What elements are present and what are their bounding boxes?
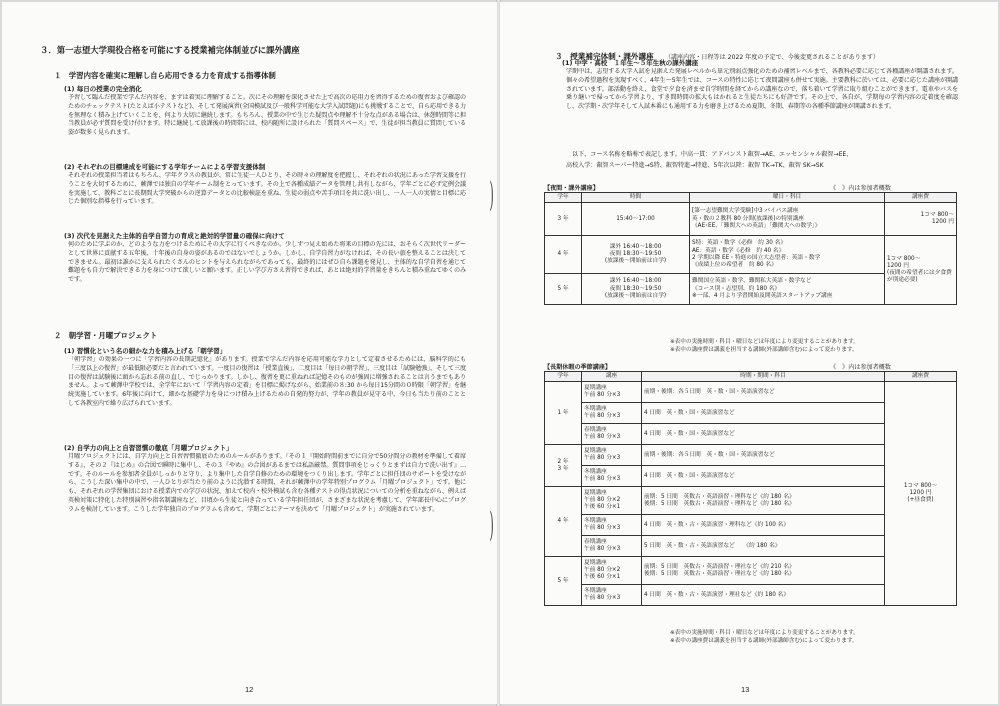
table2-note-1: ※表中の実施時間・科目・曜日などは年度により変更することがあります。 bbox=[670, 630, 859, 636]
section1-heading: １ 学習内容を確実に理解し自ら応用できる力を育成する指導体制 bbox=[54, 71, 276, 80]
time-cell: 課外 16:40〜18:00 夜間 18:30〜19:50 (放課後〜開始前は自学) bbox=[582, 236, 690, 274]
table2-caption-note: 《 》内は参加者概数 bbox=[830, 364, 891, 371]
seasonal-courses-table bbox=[544, 371, 957, 606]
fee-cell: 1コマ 800〜 1200 円 (+昼食費) bbox=[885, 382, 957, 606]
course-cell: 夏期講座 午前 80 分×2 午後 60 分×1 bbox=[582, 487, 642, 515]
detail-cell: 前期・後期：各５日間 英・数・国・英語演習など bbox=[642, 382, 885, 403]
sec2-item1-text: 「朝学習」の効果の一つに「学習内容の長期記憶化」があります。授業で学んだ内容を応用可能な学力として定着させるためには、脳科学的にも「三度以上の復習」が最低限必要だと言われています。一度目の復習は「授業直後」、二度目は「毎日の朝学習」、三度目は「試験勉強」、そして三度目の復習は試験後に頭から忘れる前の直し、でじっかります。しかし、復習を更に重ねれば記憶そのものが強固に増強されることは言うまでもありません。よって蕨澤中学校では、全学年において「学習内容の定着」を目標に掲げながら、始業前の８:30 から毎日15分間の０時限「朝学習」を継続実施しています。6年後に向けて、細かな基礎学力を身につけ積み上げるための自発的努力が、学年の教員が見守る中、今日も当たり前のこととして各教室内で繰り広げられています。 bbox=[68, 356, 466, 407]
subjects-cell: 難関国立英語・数学、難関私大英語・数学など 《コース別・志望別、約 180 名》 ※一部、4 月より学習開始及開英語スタートアップ講座 bbox=[690, 274, 885, 305]
course-cell: 夏期講座 午前 80 分×3 bbox=[582, 382, 642, 403]
grade-cell: 4 年 bbox=[545, 487, 582, 557]
col-header-fee: 講座費 bbox=[885, 193, 957, 203]
sec1-item1-heading: (1) 毎日の授業の完全消化 bbox=[64, 85, 142, 93]
sec1-item1-text: 予習して臨んだ授業で学んだ内容を、まずは着実に理解すること。次にその理解を深化させた上で高次の応用力を習得するための復習および確認のためのチェックテスト(たとえば小テストなど)、そして発展演習(全国模試及び一般科学可能な大学入試問題)にも挑戦することで、自ら応用できる力を無理なく積み上げていくことを、何より大切に継続します。もちろん、授業の中で生じた疑問点や理解不十分な点がある場合は、休憩時間等に担当教員が必ず質問を受け付けます。特に継続して放課後の時間帯には、校内随所に設けられた「質問スペース」で、生徒が担当教員に質問している姿が数多く見られます。 bbox=[68, 94, 466, 136]
table-row bbox=[545, 382, 957, 403]
detail-cell: 4 日間 英・数・国・英語演習など bbox=[642, 403, 885, 424]
grade-cell: 2 年 3 年 bbox=[545, 445, 582, 487]
detail-cell: 前期・後期：各５日間 英・数・国・英語演習など bbox=[642, 445, 885, 466]
detail-cell: 4 日間 英・数・古・英語演習・理社など《約 180 名》 bbox=[642, 585, 885, 606]
course-cell: 冬期講座 午前 80 分×3 bbox=[582, 585, 642, 606]
left-page-title: ３．第一志望大学現役合格を可能にする授業補完体制並びに課外講座 bbox=[40, 45, 300, 55]
detail-cell: 前期：5 日間 英数古・英語演習・理科など《約 180 名》 後期：5 日間 英数古・英語演習・理科など《約 180 名》 bbox=[642, 487, 885, 515]
sec1-item3-text: 何のために学ぶのか、どのような力をつけるためにその大学に行くべきなのか。少しずつ見え始めた将来の目標の先には、おそらく次世代リーダーとして世界に貢献する五年後、十年後の自身の姿があるのではないでしょうか。しかし、自学自習力がなければ、その長い旅を整えることは決してできません。最初は誰かに支えられたくさんのヒントを与えられながらであっても、最終的にはぜひ自ら課題を発見し、主体的な自学自習を通じて難題をも自力で解決できる力を身につけて欲しいと願います。正しい学び方さえ習得できれば、あとは絶対的学習量をきちんと積み重ねてゆくのみです。 bbox=[68, 241, 466, 283]
detail-cell: 5 日間 英・数・古・英語演習など 《約 180 名》 bbox=[642, 536, 885, 557]
detail-cell: 4 日間 英・数・古・英語演習・理科など《約 100 名》 bbox=[642, 515, 885, 536]
sec2-item2-text: 月曜プロジェクトには、自学力向上と自習習慣徹底のためのルールがあります。『その１『開始時間前までに自分で50分間分の教材を準備して着席する』、その２『はじめ』の合図で瞬時に集中し、その３『やめ』の合図があるまでは私語厳禁。質問事項をじっくりとまずは自力で洗い出す』…です。そのルールを参加者全員がしっかりと守り、より集中した自学自修のための環境をつくり出します。学年ごとに担任団のサポートを受けながら、こうした深い集中の中で、一人ひとりが当たり前のように沈潜する時間、それが蕨澤中の学年特別プログラム「月曜プロジェクト」です。他にも、それぞれの学習集団における授業内での学びの状況、加えて校内・校外模試も含む各種テストの得点状況についての分析を重ねながら、例えば英検対策に特化した特別演習や指名制講座など、目頃から生徒と向き合っている学年担任団が、さまざまな状況を考慮して、学年部長中心にプログラムを検討しています。こうした学年独自のプログラムも含めて、学期ごとにテーマを決めて「月曜プロジェクト」が実施されています。 bbox=[68, 453, 466, 513]
col-header-period: 時期・期間・科目 bbox=[642, 372, 885, 382]
table2-caption: 【長期休暇の季節講座】 bbox=[544, 364, 612, 371]
right-section-note: （講座内容・日程等は 2022 年度の予定で、今後変更されることがあります） bbox=[664, 54, 880, 61]
detail-cell: 前期：5 日間 英数古・英語演習・理社など《約 210 名》 後期：5 日間 英数古・英語演習・理社など《約 180 名》 bbox=[642, 557, 885, 585]
course-abbrev-line-1: 以下、コース名称を略称で表記します。中高一貫：アドバンスト叡智→AE、エッセンシャル叡智→EE、 bbox=[572, 151, 853, 158]
evening-courses-table bbox=[544, 192, 957, 305]
right-section-heading: ３ 授業補完体制・課外講座 bbox=[555, 52, 654, 61]
time-cell: 課外 16:40〜18:00 夜間 18:30〜19:50 (放課後〜開始前は自学) bbox=[582, 274, 690, 305]
course-cell: 冬期講座 午前 80 分×3 bbox=[582, 466, 642, 487]
left-page bbox=[2, 2, 497, 704]
course-cell: 冬期講座 午前 80 分×3 bbox=[582, 403, 642, 424]
time-cell: 15:40〜17:00 bbox=[582, 203, 690, 236]
course-cell: 冬期講座 午前 80 分×3 bbox=[582, 515, 642, 536]
table1-note-1: ※表中の実施時間・科目・曜日などは年度により変更することがあります。 bbox=[670, 339, 859, 345]
right-item1-text: 学期中は、志望する大学入試を見据えた発展レベルから単元別弱点強化のための補習レベルまで、各教科必要に応じて各種講座が開講されます。個々の希望過程を実現すべく、4年生〜5年生では、コースの特性に応じて夜間講座も併せて実施。主要教科に於いては、必要に応じた講座が開講されています。部活動を終え、食堂で夕食を済ませ自学時間を経てからの講座なので、落ち着いて学習に取り組むことができます。電車やバスを乗り継いで帰ってから学習より、すき間時間の拡大もはかれると生徒たちにも好評です。その上で、各自が、学期毎の学習内容の定着度を確認し、次学期・次学年そして入試本番にも通用する力を磨き上げるため夏期、冬期、春期等の各種季節講座が開講されます。 bbox=[566, 68, 958, 110]
fee-cell: 1コマ 800〜 1200 円 (夜間の希望者には夕食費が別途必要) bbox=[885, 236, 957, 305]
grade-cell: 5 年 bbox=[545, 274, 582, 305]
table1-caption-note: 《 》内は参加者概数 bbox=[830, 185, 891, 192]
fee-cell: 1コマ 800〜 1200 円 bbox=[885, 203, 957, 236]
col-header-time: 時間 bbox=[582, 193, 690, 203]
detail-cell: 4 日間 英・数・国・英語演習など bbox=[642, 466, 885, 487]
col-header-fee: 講座費 bbox=[885, 372, 957, 382]
course-cell: 夏期講座 午前 80 分×2 午後 60 分×1 bbox=[582, 557, 642, 585]
subjects-cell: [第一志望難関大学受験]中3 バイパス講座 英・数の２教科 80 分間(放課後)の特別講座 《AE･EE、「難関大への英語」「難関大への数学」》 bbox=[690, 203, 885, 236]
grade-cell: 1 年 bbox=[545, 382, 582, 445]
course-abbrev-line-2: 高校入学：叡智スーパー特進→S特、叡智特進→特進、5年次以降：叡智 TK→TK、叡智 SK→SK bbox=[566, 162, 824, 169]
page-number-left: 12 bbox=[245, 685, 254, 694]
binder-clip-mark: ) bbox=[489, 175, 494, 215]
right-item1-heading: (1) 中学・高校 １年生〜５年生秋の課外講座 bbox=[562, 59, 699, 67]
col-header-grade: 学年 bbox=[545, 372, 582, 382]
binder-clip-mark: ) bbox=[489, 505, 494, 545]
col-header-subjects: 曜日・科目 bbox=[690, 193, 885, 203]
col-header-course: 講座 bbox=[582, 372, 642, 382]
table1-note-2: ※表中の講座費は講義を担当する講師(外部講師含む)によって変わります。 bbox=[670, 347, 858, 353]
grade-cell: 4 年 bbox=[545, 236, 582, 274]
grade-cell: 3 年 bbox=[545, 203, 582, 236]
sec2-item2-heading: (2) 自学力の向上と自習習慣の徹底「月曜プロジェクト」 bbox=[64, 444, 233, 452]
sec1-item3-heading: (3) 次代を見据えた主体的自学自習力の育成と絶対的学習量の確保に向けて bbox=[64, 232, 285, 240]
grade-cell: 5 年 bbox=[545, 557, 582, 606]
table2-note-2: ※表中の講座費は講義を担当する講師(外部講師含む)によって変わります。 bbox=[670, 638, 858, 644]
sec1-item2-text: それぞれの授業担当者はもちろん、学年クラスの教員が、常に生徒一人ひとり、その時々の理解度を把握し、それぞれの状況にあった学習支援を行うことを大切するために、蕨澤では独自の学年チーム制をとっています。その上で各種成績データを管理し共有しながら、学年ごとに必ず定例会議を実施して、教科ごとに長期間大学突破からの逆算データとの比較検証を重ね、生徒の弱点や苦手項目を共に洗い出し、一人一人の実情と目標に応じた個別な指導を行っています。 bbox=[68, 172, 466, 206]
course-cell: 夏期講座 午前 80 分×3 bbox=[582, 445, 642, 466]
course-cell: 春期講座 午前 80 分×3 bbox=[582, 536, 642, 557]
col-header-grade: 学年 bbox=[545, 193, 582, 203]
table-header-row bbox=[545, 193, 957, 203]
sec2-item1-heading: (1) 習慣化という名の細かな力を積み上げる「朝学習」 bbox=[64, 347, 227, 355]
section2-heading: ２ 朝学習・月曜プロジェクト bbox=[54, 331, 158, 340]
table1-caption: 【夜間・課外講座】 bbox=[544, 185, 599, 192]
table-header-row bbox=[545, 372, 957, 382]
course-cell: 春期講座 午前 80 分×3 bbox=[582, 424, 642, 445]
right-page bbox=[500, 2, 998, 704]
table-row bbox=[545, 203, 957, 236]
subjects-cell: S特：英語・数学《必修 約 30 名》 AE：英語・数学《必修 約 40 名》 2 学期以降 EE・特進の国立大志望者：英語・数学 《成績上位の希望者 約 80 名》 bbox=[690, 236, 885, 274]
table-row bbox=[545, 236, 957, 274]
sec1-item2-heading: (2) それぞれの目標達成を可能にする学年チームによる学習支援体制 bbox=[64, 163, 266, 171]
page-number-right: 13 bbox=[741, 685, 750, 694]
detail-cell: 4 日間 英・数・国・英語演習など bbox=[642, 424, 885, 445]
